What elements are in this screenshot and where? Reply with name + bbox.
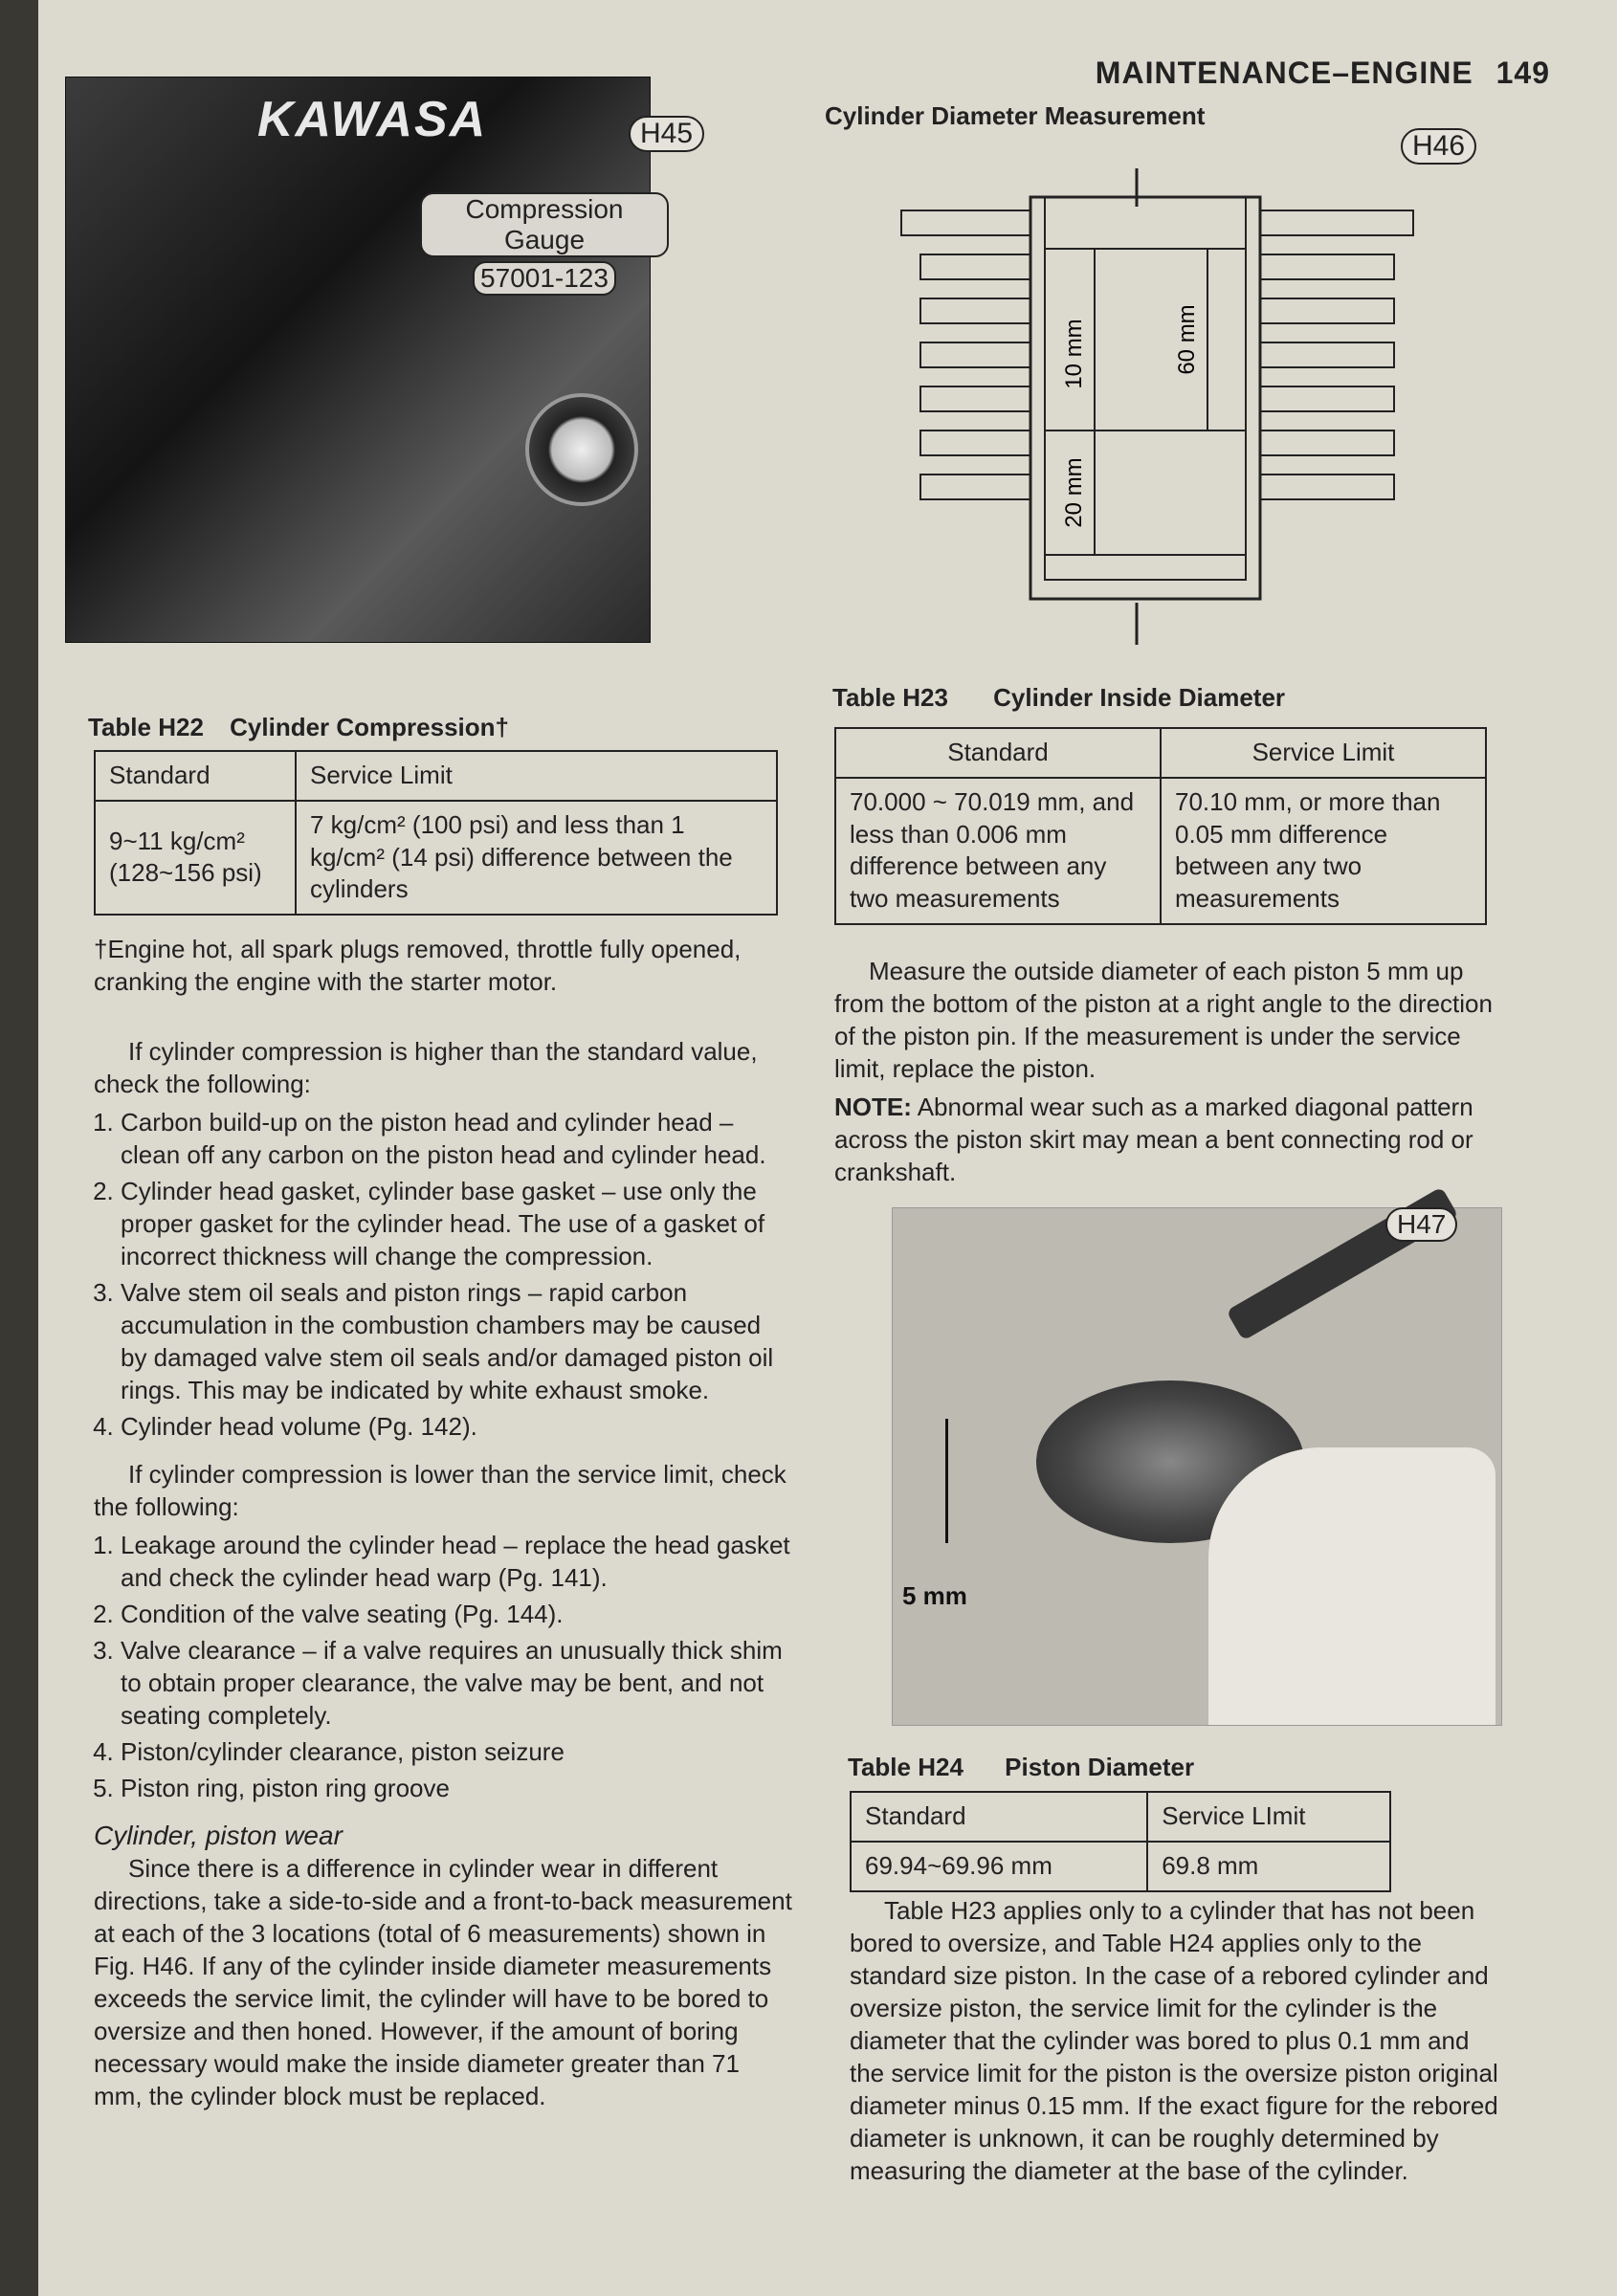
dim-label-60mm: 60 mm xyxy=(1174,304,1200,375)
table-h23-limit: 70.10 mm, or more than 0.05 mm difference between any two measurements xyxy=(1161,778,1486,924)
list-item: 4. Cylinder head volume (Pg. 142). xyxy=(121,1410,792,1443)
list-item: 3. Valve clearance – if a valve requires an unusually thick shim to obtain proper clearance, the valve may be bent, and not seating completely. xyxy=(121,1634,792,1732)
low-compression-list xyxy=(94,1529,792,1804)
cylinder-diagram xyxy=(863,163,1475,660)
list-item: 2. Cylinder head gasket, cylinder base gasket – use only the proper gasket for the cylinder head. The use of a gasket of incorrect thickness will change the compression. xyxy=(121,1175,792,1272)
table-row xyxy=(851,1792,1390,1842)
list-item: 3. Valve stem oil seals and piston rings – rapid carbon accumulation in the combustion chambers may be caused by damaged valve stem oil seals and/or damaged piston oil rings. This may be indicated by white exhaust smoke. xyxy=(121,1276,792,1406)
gauge-label-name: Compression Gauge xyxy=(420,192,669,257)
page-number: 149 xyxy=(1495,55,1550,90)
list-item: 1. Carbon build-up on the piston head and cylinder head – clean off any carbon on the piston head and cylinder head. xyxy=(121,1106,792,1171)
table-h22-caption xyxy=(88,713,509,742)
table-h24-title: Piston Diameter xyxy=(1005,1753,1195,1781)
measure-paragraph: Measure the outside diameter of each piston 5 mm up from the bottom of the piston at a right angle to the direction of the piston pin. If the measurement is under the service limit, replace the piston. xyxy=(834,957,1493,1083)
figure-h45-photo xyxy=(65,77,694,643)
table-h24-header-standard: Standard xyxy=(851,1792,1147,1842)
table-row xyxy=(851,1842,1390,1891)
gauge-dial xyxy=(525,393,638,506)
table-h23-standard: 70.000 ~ 70.019 mm, and less than 0.006 mm difference between any two measurements xyxy=(835,778,1161,924)
right-body-text xyxy=(834,955,1495,1194)
table-row xyxy=(95,751,777,801)
dim-label-20mm: 20 mm xyxy=(1061,457,1087,528)
table-h22-standard: 9~11 kg/cm² (128~156 psi) xyxy=(95,801,296,915)
left-fins xyxy=(901,210,1030,499)
table-h22-title: Cylinder Compression† xyxy=(230,713,509,741)
gauge-label-part: 57001-123 xyxy=(473,261,616,296)
table-h22-header-standard: Standard xyxy=(95,751,296,801)
list-item: 1. Leakage around the cylinder head – replace the head gasket and check the cylinder head warp (Pg. 141). xyxy=(121,1529,792,1594)
table-h24-caption xyxy=(848,1753,1194,1782)
list-item: 5. Piston ring, piston ring groove xyxy=(121,1772,792,1804)
list-item: 2. Condition of the valve seating (Pg. 144). xyxy=(121,1598,792,1630)
figure-h46-caption: Cylinder Diameter Measurement xyxy=(825,101,1206,130)
high-compression-intro: If cylinder compression is higher than the standard value, check the following: xyxy=(94,1037,758,1098)
table-row xyxy=(835,728,1486,778)
brand-text: KAWASA xyxy=(257,92,488,147)
cylinder-bore xyxy=(1030,197,1260,599)
wear-heading: Cylinder, piston wear xyxy=(94,1821,343,1850)
page-header xyxy=(1096,55,1550,91)
table-h23-header-standard: Standard xyxy=(835,728,1161,778)
low-compression-intro: If cylinder compression is lower than the service limit, check the following: xyxy=(94,1460,786,1521)
table-h24-label: Table H24 xyxy=(848,1753,964,1781)
hand-shape xyxy=(1208,1447,1495,1725)
table-h22-header-limit: Service Limit xyxy=(296,751,777,801)
table-h22 xyxy=(94,750,778,916)
figure-tag-h46: H46 xyxy=(1401,128,1476,165)
note-label: NOTE: xyxy=(834,1093,912,1121)
table-row xyxy=(95,801,777,915)
table-h23-title: Cylinder Inside Diameter xyxy=(993,683,1286,712)
gauge-label xyxy=(420,192,669,296)
right-fins xyxy=(1260,210,1413,499)
manual-page xyxy=(38,0,1617,2296)
table-row xyxy=(835,778,1486,924)
note-text: Abnormal wear such as a marked diagonal pattern across the piston skirt may mean a bent connecting rod or crankshaft. xyxy=(834,1093,1473,1186)
figure-h47-photo xyxy=(892,1207,1502,1726)
figure-tag-h47: H47 xyxy=(1385,1207,1457,1242)
left-body-text xyxy=(94,1035,792,2118)
dim-label-10mm: 10 mm xyxy=(1061,319,1087,389)
table-h23-label: Table H23 xyxy=(832,683,948,712)
table-h23 xyxy=(834,727,1487,925)
dimension-arrow xyxy=(945,1419,948,1543)
table-h22-label: Table H22 xyxy=(88,713,204,741)
high-compression-list xyxy=(94,1106,792,1443)
table-h24 xyxy=(850,1791,1391,1892)
list-item: 4. Piston/cylinder clearance, piston seizure xyxy=(121,1735,792,1768)
dimension-label-5mm: 5 mm xyxy=(902,1581,967,1610)
table-h23-caption xyxy=(832,683,1285,713)
figure-tag-h45: H45 xyxy=(629,116,704,152)
table-h24-standard: 69.94~69.96 mm xyxy=(851,1842,1147,1891)
table-h23-header-limit: Service Limit xyxy=(1161,728,1486,778)
table-h22-limit: 7 kg/cm² (100 psi) and less than 1 kg/cm² (14 psi) difference between the cylinders xyxy=(296,801,777,915)
note-paragraph xyxy=(834,1091,1495,1188)
header-title: MAINTENANCE–ENGINE xyxy=(1095,55,1473,90)
table-h22-footnote: †Engine hot, all spark plugs removed, throttle fully opened, cranking the engine with the starter motor. xyxy=(94,935,742,996)
table-h24-limit: 69.8 mm xyxy=(1147,1842,1390,1891)
table-h24-header-limit: Service LImit xyxy=(1147,1792,1390,1842)
final-paragraph: Table H23 applies only to a cylinder that has not been bored to oversize, and Table H24 applies only to the standard size piston. In the case of a rebored cylinder and oversize piston, the service limit for the cylinder is the diameter that the cylinder was bored to plus 0.1 mm and the service limit for the piston is the oversize piston original diameter minus 0.15 mm. If the exact figure for the rebored diameter is unknown, it can be roughly determined by measuring the diameter at the base of the cylinder. xyxy=(850,1896,1498,2185)
wear-paragraph: Since there is a difference in cylinder wear in different directions, take a side-to-side and a front-to-back measurement at each of the 3 locations (total of 6 measurements) shown in Fig. H46. If any of the cylinder inside diameter measurements exceeds the service limit, the cylinder will have to be bored to oversize and then honed. However, if the amount of boring necessary would make the inside diameter greater than 71 mm, the cylinder block must be replaced. xyxy=(94,1854,792,2110)
